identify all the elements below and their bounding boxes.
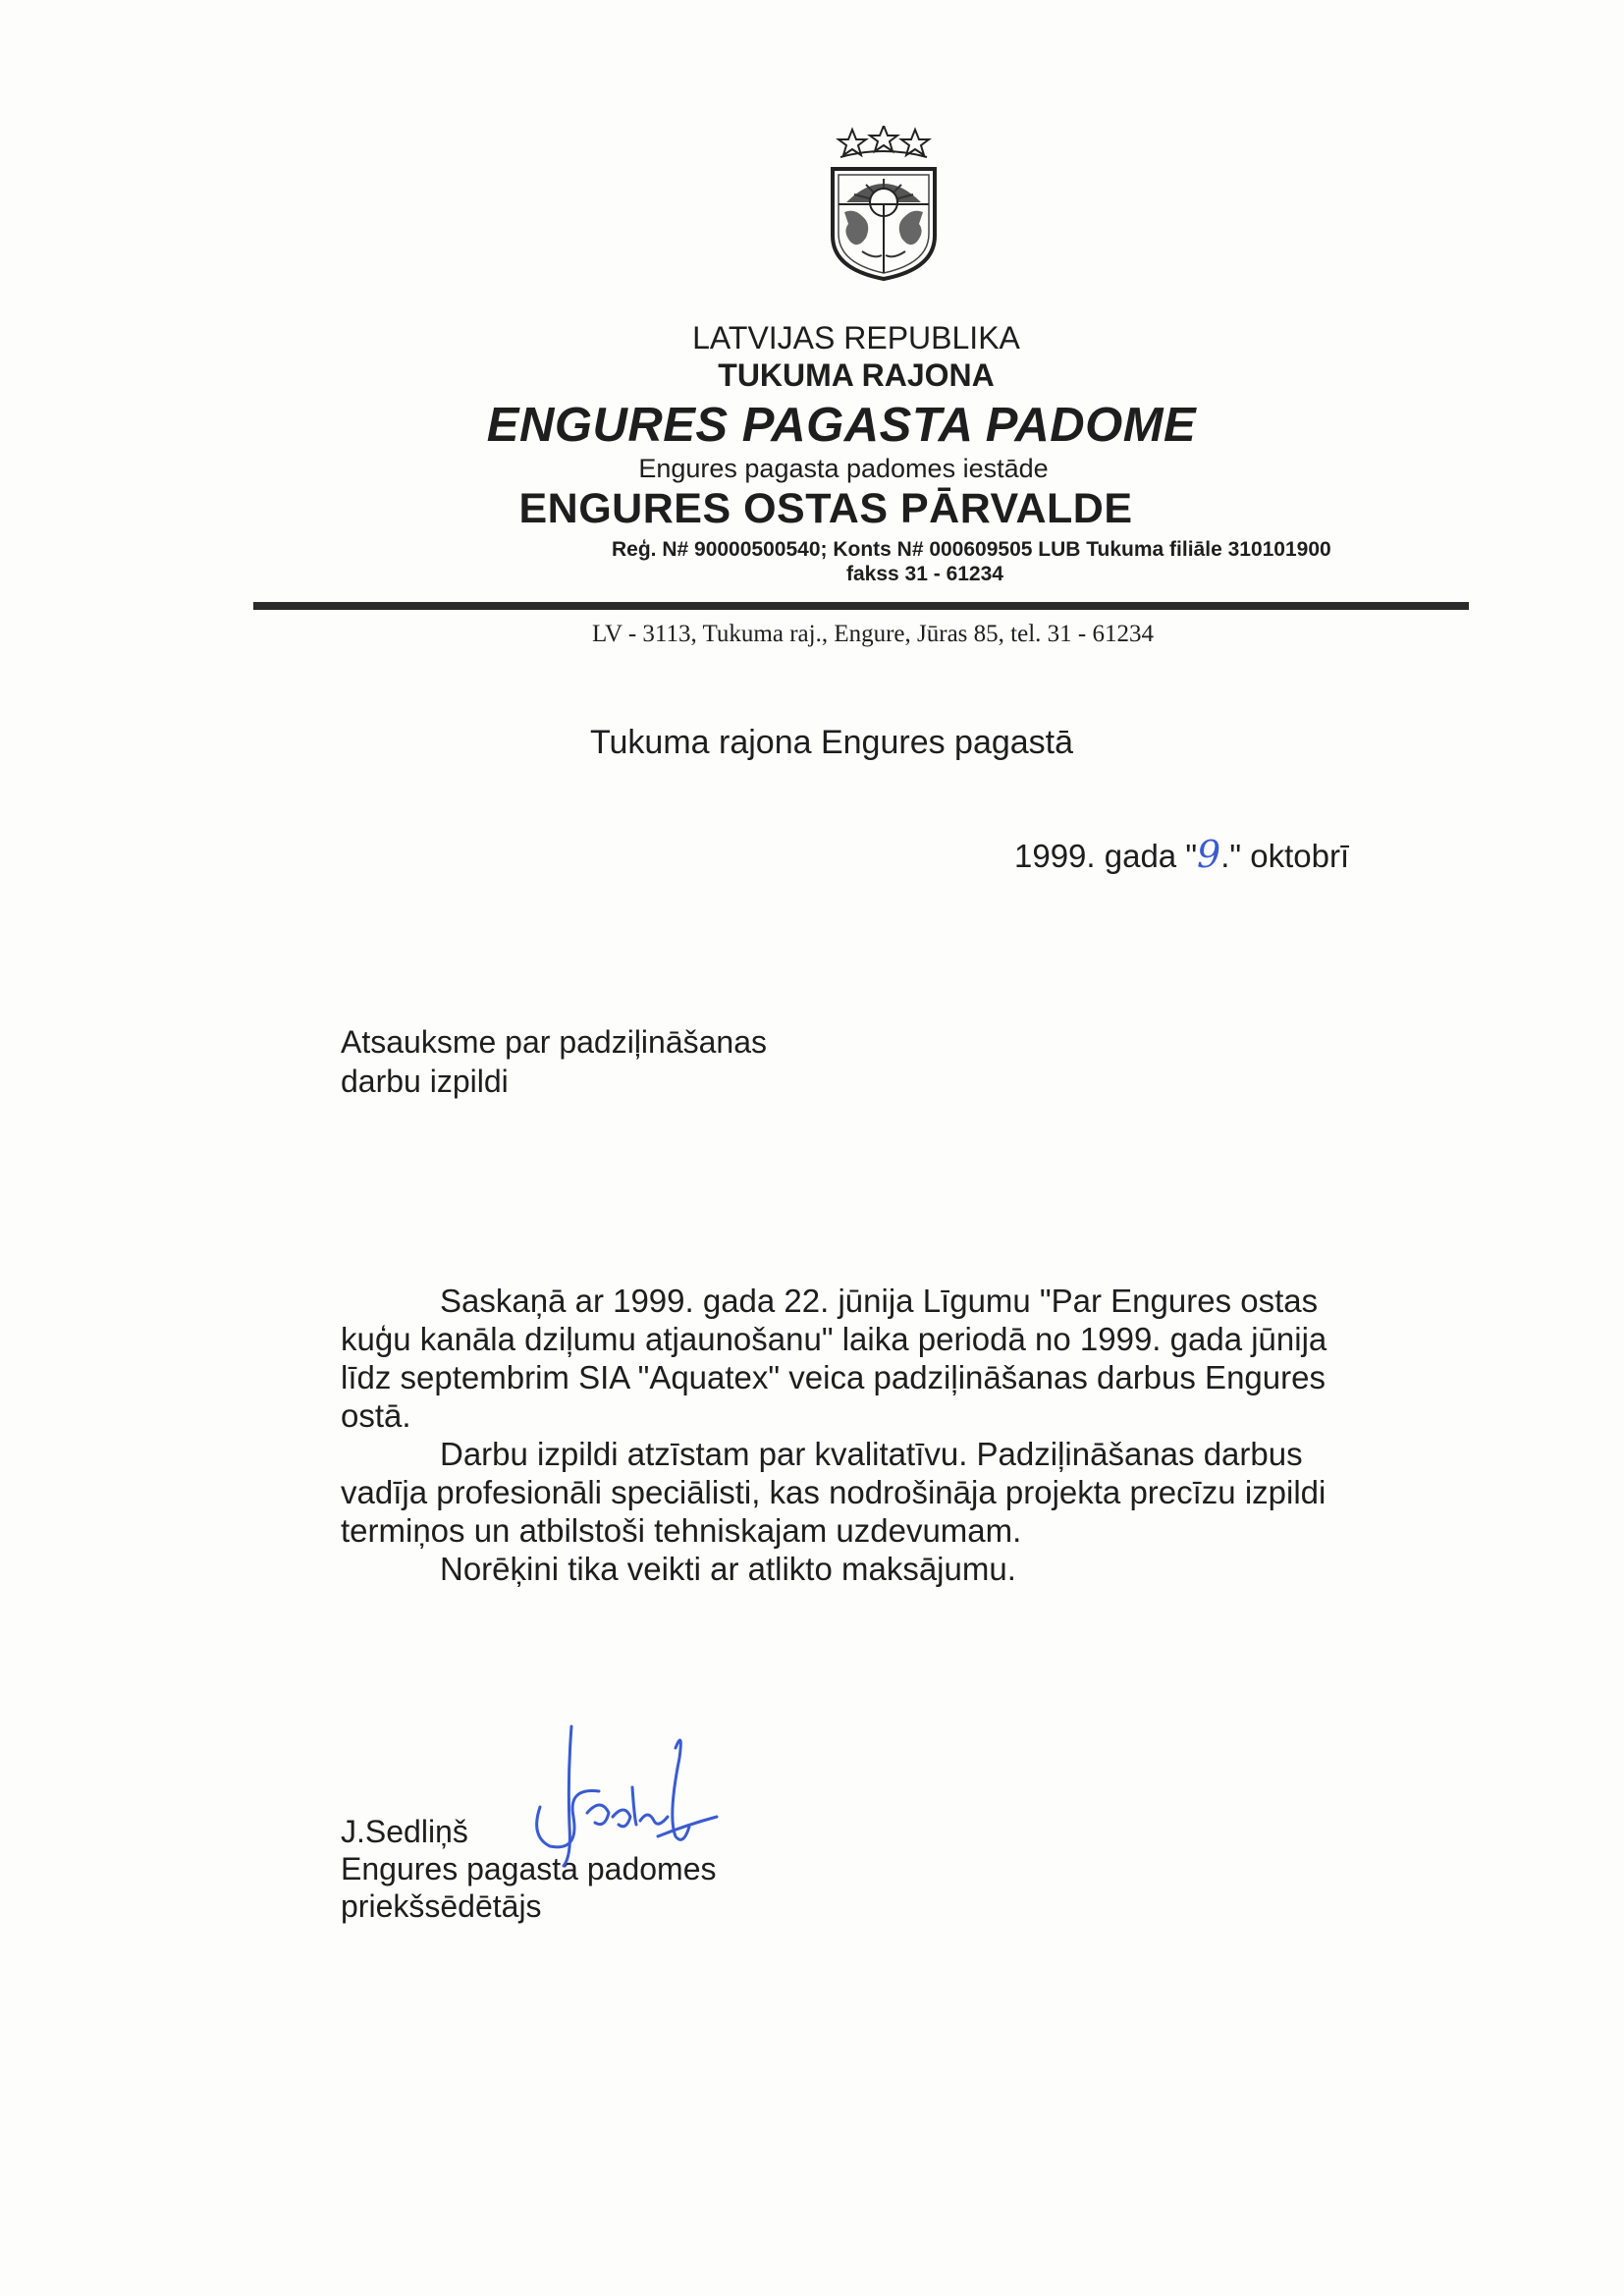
header-district: TUKUMA RAJONA bbox=[718, 357, 995, 393]
date-prefix: 1999. gada " bbox=[1014, 838, 1198, 874]
signatory-title-line-2: priekšsēdētājs bbox=[341, 1888, 542, 1924]
header-divider bbox=[253, 602, 1469, 610]
subject-line-2: darbu izpildi bbox=[341, 1064, 509, 1099]
body-p2-line-2: vadīja profesionāli speciālisti, kas nodrošināja projekta precīzu izpildi bbox=[341, 1474, 1326, 1510]
date-suffix: ." oktobrī bbox=[1220, 838, 1350, 874]
body-p1-line-1: Saskaņā ar 1999. gada 22. jūnija Līgumu "Par Engures ostas bbox=[440, 1283, 1319, 1319]
registration-line: Reģ. N# 90000500540; Konts N# 000609505 LUB Tukuma filiāle 310101900 bbox=[612, 538, 1331, 561]
address-line: LV - 3113, Tukuma raj., Engure, Jūras 85, tel. 31 - 61234 bbox=[592, 621, 1154, 647]
coat-of-arms-icon bbox=[823, 126, 945, 281]
header-country: LATVIJAS REPUBLIKA bbox=[692, 320, 1020, 355]
body-p2-line-1: Darbu izpildi atzīstam par kvalitatīvu. Padziļināšanas darbus bbox=[440, 1436, 1303, 1472]
body-p1-line-4: ostā. bbox=[341, 1397, 411, 1434]
date-day-handwritten: 9 bbox=[1197, 833, 1221, 876]
header-council: ENGURES PAGASTA PADOME bbox=[486, 399, 1197, 452]
body-p1-line-2: kuģu kanāla dziļumu atjaunošanu" laika periodā no 1999. gada jūnija bbox=[341, 1321, 1327, 1357]
fax-line: fakss 31 - 61234 bbox=[846, 563, 1003, 585]
place-line: Tukuma rajona Engures pagastā bbox=[590, 724, 1074, 761]
body-p1-line-3: līdz septembrim SIA "Aquatex" veica padziļināšanas darbus Engures bbox=[341, 1359, 1326, 1395]
header-institution-note: Engures pagasta padomes iestāde bbox=[638, 454, 1049, 483]
body-p3-line-1: Norēķini tika veikti ar atlikto maksājumu. bbox=[440, 1551, 1016, 1587]
header-port-authority: ENGURES OSTAS PĀRVALDE bbox=[518, 485, 1133, 532]
date-line bbox=[1014, 833, 1349, 876]
subject bbox=[341, 1022, 767, 1101]
signatory-name: J.Sedliņš bbox=[341, 1814, 468, 1849]
letter-body bbox=[341, 1282, 1381, 1588]
subject-line-1: Atsauksme par padziļināšanas bbox=[341, 1024, 768, 1060]
signatory-title-line-1: Engures pagasta padomes bbox=[341, 1851, 717, 1886]
body-p2-line-3: termiņos un atbilstoši tehniskajam uzdevumam. bbox=[341, 1512, 1022, 1549]
signature-icon bbox=[511, 1719, 746, 1876]
